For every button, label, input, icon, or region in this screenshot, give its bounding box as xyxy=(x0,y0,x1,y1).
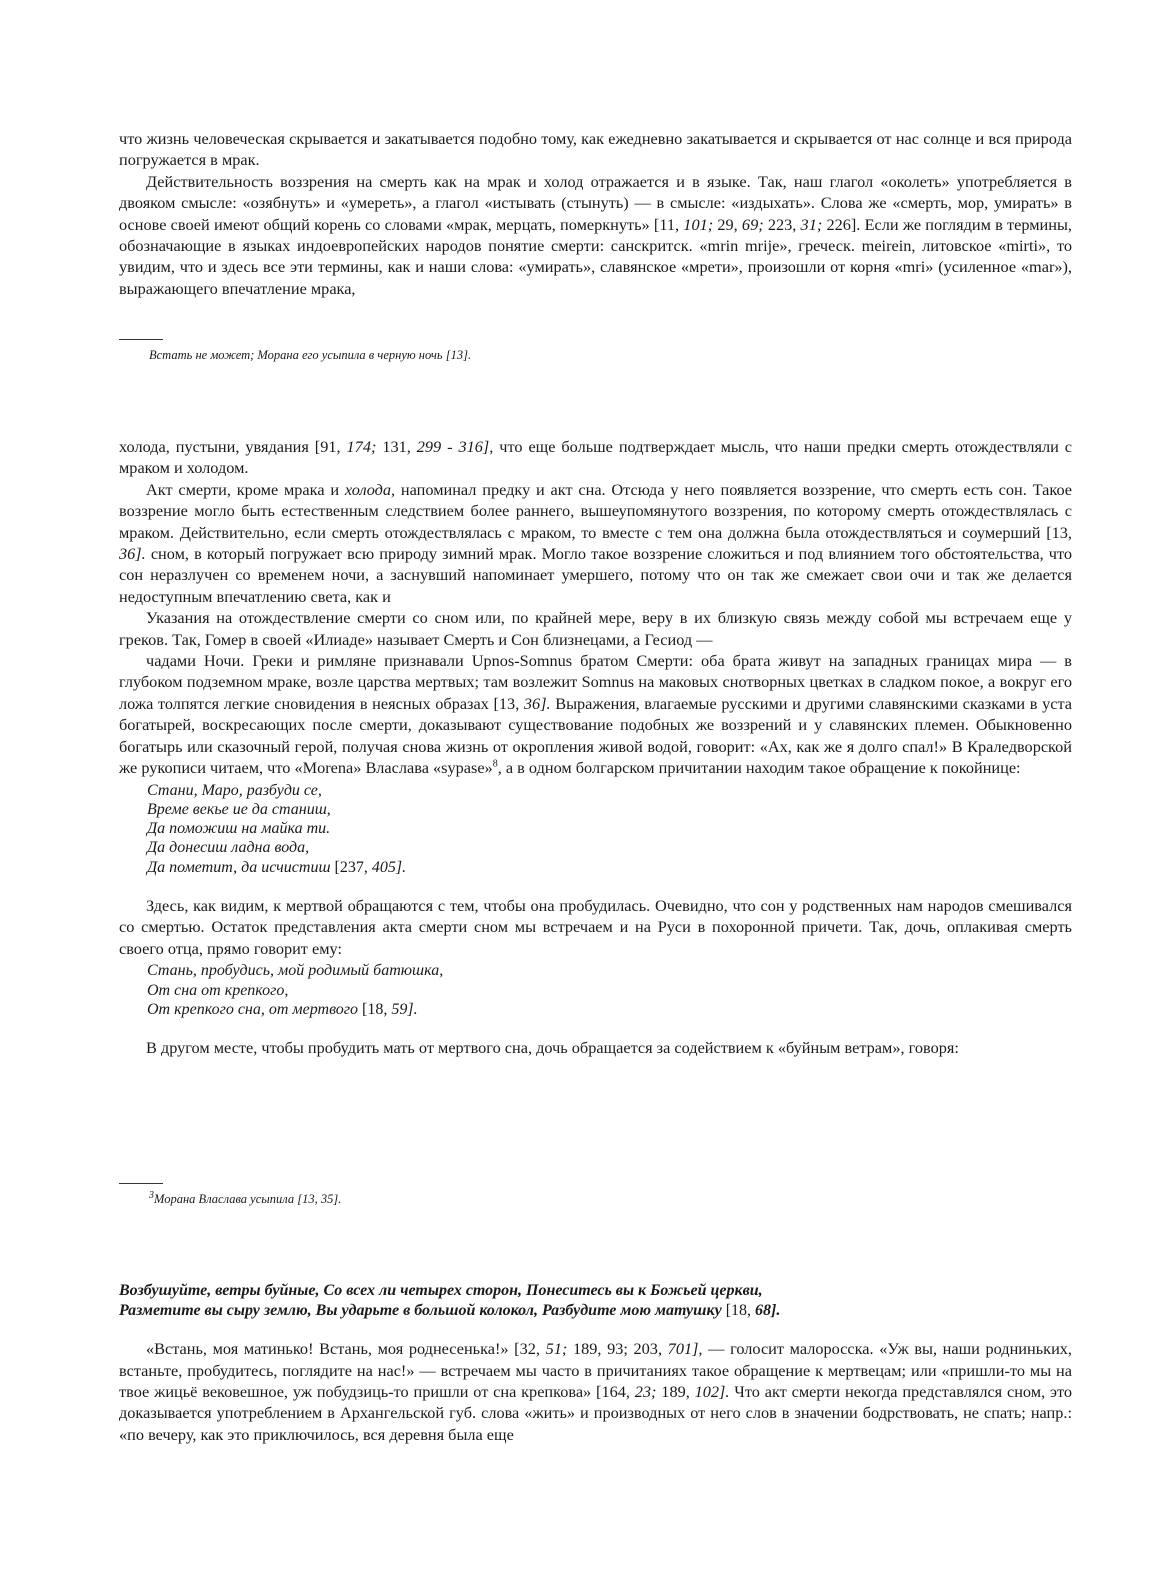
verse-line: От сна от крепкого, xyxy=(147,981,289,999)
text-block-2 xyxy=(119,436,1072,1059)
verse-quote-1 xyxy=(119,781,1072,877)
verse-line: Да пометит, да исчистиш [237, 405]. xyxy=(147,858,407,876)
text-block-3 xyxy=(119,1281,1072,1445)
verse-line: Возбушуйте, ветры буйные, Со всех ли четырех сторон, Понеситесь вы к Божьей церкви, xyxy=(119,1282,763,1299)
verse-line: От крепкого сна, от мертвого [18, 59]. xyxy=(147,1000,418,1018)
paragraph: В другом месте, чтобы пробудить мать от мертвого сна, дочь обращается за содействием к «буйным ветрам», говоря: xyxy=(146,1038,959,1058)
verse-line: Да поможиш на майка ти. xyxy=(147,820,331,838)
paragraph: Акт смерти, кроме мрака и холода, напоминал предку и акт сна. Отсюда у него появляется воззрение, что смерть есть сон. Такое воззрение могло быть естественным следствием более раннего, вышеупомянутого воззрения, по которому смерть отождествлялась с мраком. Действительно, если смерть отождествлялась с мраком, то вместе с тем она должна была отождествляться и соумерший [13, 36]. сном, в который погружает всю природу зимний мрак. Могло такое воззрение сложиться и под влиянием того обстоятельства, что сон неразлучен со временем ночи, а заснувший напоминает умершего, потому что он так же смежает свои очи и так же делается недоступным впечатлению света, как и xyxy=(119,479,1073,606)
paragraph: что жизнь человеческая скрывается и закатывается подобно тому, как ежедневно закатывается и скрывается от нас солнце и вся природа погружается в мрак. xyxy=(119,129,1072,170)
footnote-2: $^3$Морана Власлава усыпила [13, 35]. xyxy=(149,1189,342,1206)
verse-line: Разметите вы сыру землю, Вы ударьте в большой колокол, Разбудите мою матушку [18, 68]. xyxy=(119,1301,781,1319)
paragraph: Здесь, как видим, к мертвой обращаются с тем, чтобы она пробудилась. Очевидно, что сон у родственных нам народов смешивался со смертью. Остаток представления акта смерти сном мы встречаем и на Руси в похоронной причети. Так, дочь, оплакивая смерть своего отца, прямо говорит ему: xyxy=(119,895,1072,958)
verse-line: Стань, пробудись, мой родимый батюшка, xyxy=(147,962,444,980)
bold-verse-quote xyxy=(119,1281,1072,1320)
paragraph: Действительность воззрения на смерть как на мрак и холод отражается и в языке. Так, наш глагол «околеть» употребляется в двояком смысле: «озябнуть» и «умереть», а глагол «истывать (стынуть) — в смысле: «издыхать». Слова же «смерть, мор, умирать» в основе своей имеют общий корень со словами «мрак, мерцать, померкнуть» [11, 101; 29, 69; 223, 31; 226]. Если же поглядим в термины, обозначающие в языках индоевропейских народов понятие смерти: санскритск. «mrin mrije», греческ. meirein, литовское «mirti», то увидим, что и здесь все эти термины, как и наши слова: «умирать», славянское «мрети», произошли от корня «mri» (усиленное «mar»), выражающего впечатление мрака, xyxy=(119,171,1072,298)
verse-line: Време векье ие да станиш, xyxy=(147,800,331,818)
verse-quote-2 xyxy=(119,961,1072,1019)
verse-line: Да донесиш ладна вода, xyxy=(147,839,310,857)
footnote-rule xyxy=(119,1183,163,1184)
paragraph: Указания на отождествление смерти со сном или, по крайней мере, веру в их близкую связь между собой мы встречаем еще у греков. Так, Гомер в своей «Илиаде» называет Смерть и Сон близнецами, а Гесиод — xyxy=(119,608,1072,649)
paragraph: чадами Ночи. Греки и римляне признавали Upnos-Somnus братом Смерти: оба брата живут на западных границах мира — в глубоком подземном мраке, возле царства мертвых; там возлежит Somnus на маковых снотворных цветках в сладком покое, а вокруг его ложа толпятся легкие сновидения в неясных образах [13, 36]. Выражения, влагаемые русскими и другими славянскими сказками в уста богатырей, воскресающих после смерти, доказывают существование подобных же воззрений и у славянских племен. Обыкновенно богатырь или сказочный герой, получая снова жизнь от окропления живой водой, говорит: «Ах, как же я долго спал!» В Краледворской же рукописи читаем, что «Morena» Власлава «sypase»$^8$, а в одном болгарском причитании находим такое обращение к покойнице: xyxy=(119,651,1072,778)
verse-line: Стани, Маро, разбуди се, xyxy=(147,781,322,799)
text-block-1 xyxy=(119,128,1072,299)
paragraph: холода, пустыни, увядания [91, 174; 131, 299 - 316], что еще больше подтверждает мысль, что наши предки смерть отождествляли с мраком и холодом. xyxy=(119,437,1073,478)
footnote-rule xyxy=(119,339,163,340)
footnote-1: Встать не может; Морана его усыпила в черную ночь [13]. xyxy=(149,348,472,362)
paragraph: «Встань, моя матинько! Встань, моя роднесенька!» [32, 51; 189, 93; 203, 701], — голосит малоросска. «Уж вы, наши родниньких, встаньте, пробудитесь, поглядите на нас!» — встречаем мы часто в причитаниях такое обращение к мертвецам; или «пришли-то мы на твое жицьё вековешное, уж побудзиць-то пришли от сна крепкова» [164, 23; 189, 102]. Что акт смерти некогда представлялся сном, это доказывается употреблением в Архангельской губ. слова «жить» и производных от него слов в значении бодрствовать, не спать; напр.: «по вечеру, как это приключилось, вся деревня была еще xyxy=(119,1339,1072,1444)
